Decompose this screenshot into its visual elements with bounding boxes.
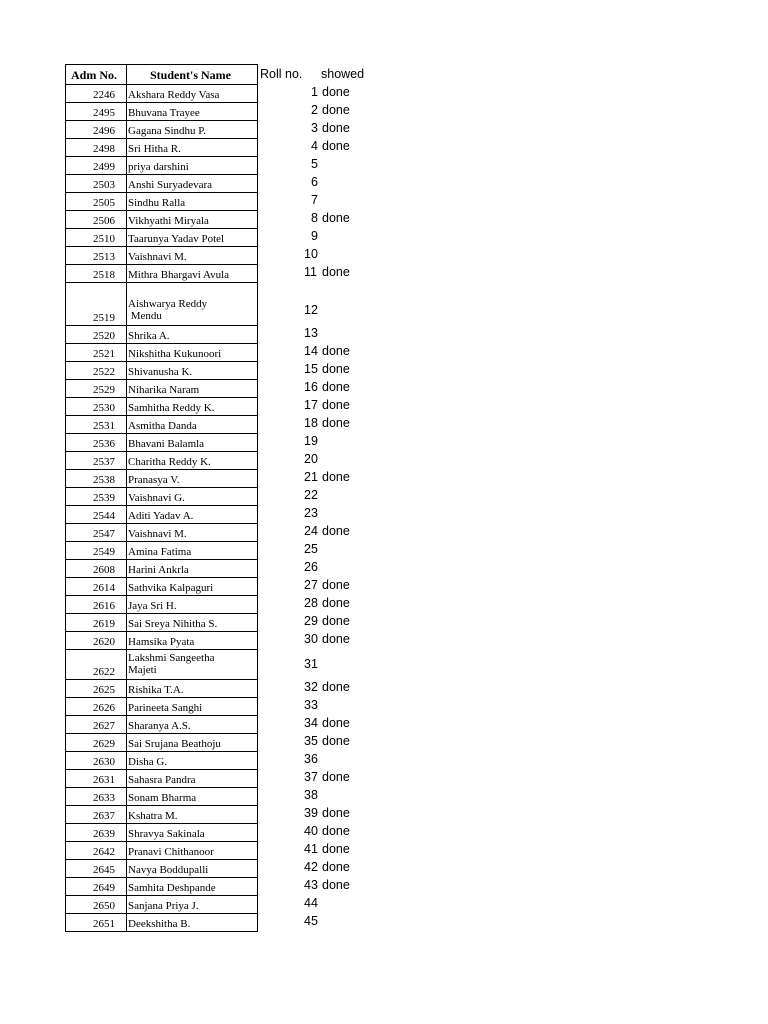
adm-number: 2608 bbox=[93, 564, 115, 576]
adm-number: 2614 bbox=[93, 582, 115, 594]
adm-number: 2506 bbox=[93, 215, 115, 227]
adm-number: 2246 bbox=[93, 89, 115, 101]
adm-number: 2649 bbox=[93, 882, 115, 894]
adm-number: 2619 bbox=[93, 618, 115, 630]
adm-number: 2549 bbox=[93, 546, 115, 558]
header-adm-no: Adm No. bbox=[71, 68, 118, 82]
student-name: Parineeta Sanghi bbox=[128, 702, 203, 714]
student-name: Sai Sreya Nihitha S. bbox=[128, 618, 218, 630]
student-name: Vaishnavi M. bbox=[128, 528, 187, 540]
adm-number: 2498 bbox=[93, 143, 115, 155]
roll-number: 20 bbox=[304, 452, 318, 466]
adm-number: 2519 bbox=[93, 312, 115, 324]
showed-status: done bbox=[322, 734, 350, 748]
roll-number: 43 bbox=[304, 878, 318, 892]
adm-number: 2536 bbox=[93, 438, 115, 450]
roll-number: 45 bbox=[304, 914, 318, 928]
student-name: Vaishnavi G. bbox=[128, 492, 185, 504]
student-name: Amina Fatima bbox=[128, 546, 192, 558]
roll-number: 1 bbox=[311, 85, 318, 99]
adm-number: 2637 bbox=[93, 810, 115, 822]
adm-number: 2639 bbox=[93, 828, 115, 840]
roll-number: 42 bbox=[304, 860, 318, 874]
student-name: Samhitha Reddy K. bbox=[128, 402, 215, 414]
showed-status: done bbox=[322, 806, 350, 820]
student-name: priya darshini bbox=[128, 161, 189, 173]
roll-number: 41 bbox=[304, 842, 318, 856]
student-name: Sanjana Priya J. bbox=[128, 900, 199, 912]
header-showed: showed bbox=[321, 67, 365, 81]
roll-number: 16 bbox=[304, 380, 318, 394]
roll-number: 4 bbox=[311, 139, 318, 153]
student-name: Aditi Yadav A. bbox=[128, 510, 194, 522]
showed-status: done bbox=[322, 398, 350, 412]
student-name: Lakshmi Sangeetha Majeti bbox=[128, 652, 215, 676]
roll-number: 17 bbox=[304, 398, 318, 412]
adm-number: 2530 bbox=[93, 402, 115, 414]
adm-number: 2645 bbox=[93, 864, 115, 876]
adm-number: 2538 bbox=[93, 474, 115, 486]
student-name: Anshi Suryadevara bbox=[128, 179, 213, 191]
showed-status: done bbox=[322, 824, 350, 838]
roll-number: 40 bbox=[304, 824, 318, 838]
student-name: Shravya Sakinala bbox=[128, 828, 205, 840]
roll-number: 35 bbox=[304, 734, 318, 748]
adm-number: 2529 bbox=[93, 384, 115, 396]
adm-number: 2505 bbox=[93, 197, 115, 209]
adm-number: 2520 bbox=[93, 330, 115, 342]
showed-status: done bbox=[322, 470, 350, 484]
student-name: Rishika T.A. bbox=[128, 684, 184, 696]
student-name: Harini Ankrla bbox=[128, 564, 189, 576]
adm-number: 2521 bbox=[93, 348, 115, 360]
roll-number: 30 bbox=[304, 632, 318, 646]
roll-number: 14 bbox=[304, 344, 318, 358]
student-name: Samhita Deshpande bbox=[128, 882, 216, 894]
adm-number: 2631 bbox=[93, 774, 115, 786]
roll-number: 25 bbox=[304, 542, 318, 556]
student-name: Mithra Bhargavi Avula bbox=[128, 269, 230, 281]
adm-number: 2630 bbox=[93, 756, 115, 768]
adm-number: 2622 bbox=[93, 666, 115, 678]
adm-number: 2522 bbox=[93, 366, 115, 378]
adm-number: 2537 bbox=[93, 456, 115, 468]
roll-number: 5 bbox=[311, 157, 318, 171]
student-name: Jaya Sri H. bbox=[128, 600, 177, 612]
roll-number: 13 bbox=[304, 326, 318, 340]
roll-number: 3 bbox=[311, 121, 318, 135]
roll-number: 21 bbox=[304, 470, 318, 484]
adm-number: 2513 bbox=[93, 251, 115, 263]
roll-number: 2 bbox=[311, 103, 318, 117]
showed-status: done bbox=[322, 680, 350, 694]
header-student-name: Student's Name bbox=[150, 68, 232, 82]
student-name: Disha G. bbox=[128, 756, 168, 768]
roll-number: 44 bbox=[304, 896, 318, 910]
student-name: Bhuvana Trayee bbox=[128, 107, 200, 119]
student-name: Deekshitha B. bbox=[128, 918, 191, 930]
student-name: Shivanusha K. bbox=[128, 366, 193, 378]
student-name: Niharika Naram bbox=[128, 384, 200, 396]
roll-number: 19 bbox=[304, 434, 318, 448]
adm-number: 2510 bbox=[93, 233, 115, 245]
showed-status: done bbox=[322, 344, 350, 358]
student-name: Vaishnavi M. bbox=[128, 251, 187, 263]
adm-number: 2539 bbox=[93, 492, 115, 504]
student-name: Akshara Reddy Vasa bbox=[128, 89, 220, 101]
adm-number: 2633 bbox=[93, 792, 115, 804]
adm-number: 2642 bbox=[93, 846, 115, 858]
adm-number: 2544 bbox=[93, 510, 115, 522]
showed-status: done bbox=[322, 878, 350, 892]
roll-number: 12 bbox=[304, 303, 318, 317]
student-name: Vikhyathi Miryala bbox=[128, 215, 209, 227]
student-name: Sai Srujana Beathoju bbox=[128, 738, 221, 750]
student-name: Sri Hitha R. bbox=[128, 143, 181, 155]
roll-number: 38 bbox=[304, 788, 318, 802]
header-roll-no: Roll no. bbox=[260, 67, 303, 81]
roll-number: 33 bbox=[304, 698, 318, 712]
showed-status: done bbox=[322, 716, 350, 730]
showed-status: done bbox=[322, 265, 350, 279]
showed-status: done bbox=[322, 578, 350, 592]
showed-status: done bbox=[322, 416, 350, 430]
student-name: Aishwarya Reddy Mendu bbox=[128, 298, 208, 322]
showed-status: done bbox=[322, 380, 350, 394]
adm-number: 2627 bbox=[93, 720, 115, 732]
adm-number: 2629 bbox=[93, 738, 115, 750]
showed-status: done bbox=[322, 121, 350, 135]
showed-status: done bbox=[322, 103, 350, 117]
roll-number: 27 bbox=[304, 578, 318, 592]
roll-number: 24 bbox=[304, 524, 318, 538]
student-name: Sharanya A.S. bbox=[128, 720, 191, 732]
roll-number: 8 bbox=[311, 211, 318, 225]
showed-status: done bbox=[322, 770, 350, 784]
adm-number: 2503 bbox=[93, 179, 115, 191]
roll-number: 7 bbox=[311, 193, 318, 207]
roll-number: 28 bbox=[304, 596, 318, 610]
roll-number: 37 bbox=[304, 770, 318, 784]
roll-number: 22 bbox=[304, 488, 318, 502]
adm-number: 2651 bbox=[93, 918, 115, 930]
student-name: Hamsika Pyata bbox=[128, 636, 195, 648]
adm-number: 2620 bbox=[93, 636, 115, 648]
showed-status: done bbox=[322, 842, 350, 856]
adm-number: 2547 bbox=[93, 528, 115, 540]
roll-number: 18 bbox=[304, 416, 318, 430]
roll-number: 6 bbox=[311, 175, 318, 189]
adm-number: 2616 bbox=[93, 600, 115, 612]
adm-number: 2625 bbox=[93, 684, 115, 696]
roll-number: 34 bbox=[304, 716, 318, 730]
student-name: Pranavi Chithanoor bbox=[128, 846, 214, 858]
showed-status: done bbox=[322, 85, 350, 99]
student-name: Asmitha Danda bbox=[128, 420, 197, 432]
showed-status: done bbox=[322, 524, 350, 538]
adm-number: 2518 bbox=[93, 269, 115, 281]
adm-number: 2499 bbox=[93, 161, 115, 173]
roll-number: 31 bbox=[304, 657, 318, 671]
roll-number: 10 bbox=[304, 247, 318, 261]
roll-number: 32 bbox=[304, 680, 318, 694]
student-name: Sahasra Pandra bbox=[128, 774, 196, 786]
showed-status: done bbox=[322, 362, 350, 376]
student-name: Navya Boddupalli bbox=[128, 864, 209, 876]
student-name: Bhavani Balamla bbox=[128, 438, 205, 450]
roll-number: 23 bbox=[304, 506, 318, 520]
student-name: Charitha Reddy K. bbox=[128, 456, 211, 468]
student-name: Sonam Bharma bbox=[128, 792, 197, 804]
student-name: Shrika A. bbox=[128, 330, 170, 342]
roll-number: 39 bbox=[304, 806, 318, 820]
adm-number: 2495 bbox=[93, 107, 115, 119]
showed-status: done bbox=[322, 211, 350, 225]
roll-number: 9 bbox=[311, 229, 318, 243]
showed-status: done bbox=[322, 139, 350, 153]
roll-number: 36 bbox=[304, 752, 318, 766]
showed-status: done bbox=[322, 632, 350, 646]
student-name: Sathvika Kalpaguri bbox=[128, 582, 214, 594]
student-name: Taarunya Yadav Potel bbox=[128, 233, 225, 245]
roll-number: 11 bbox=[304, 265, 317, 279]
student-name: Kshatra M. bbox=[128, 810, 178, 822]
student-name: Sindhu Ralla bbox=[128, 197, 186, 209]
roll-number: 29 bbox=[304, 614, 318, 628]
showed-status: done bbox=[322, 596, 350, 610]
roll-number: 15 bbox=[304, 362, 318, 376]
adm-number: 2650 bbox=[93, 900, 115, 912]
showed-status: done bbox=[322, 860, 350, 874]
adm-number: 2531 bbox=[93, 420, 115, 432]
roll-number: 26 bbox=[304, 560, 318, 574]
adm-number: 2496 bbox=[93, 125, 115, 137]
student-name: Nikshitha Kukunoori bbox=[128, 348, 222, 360]
student-name: Pranasya V. bbox=[128, 474, 180, 486]
adm-number: 2626 bbox=[93, 702, 115, 714]
student-name: Gagana Sindhu P. bbox=[128, 125, 206, 137]
showed-status: done bbox=[322, 614, 350, 628]
